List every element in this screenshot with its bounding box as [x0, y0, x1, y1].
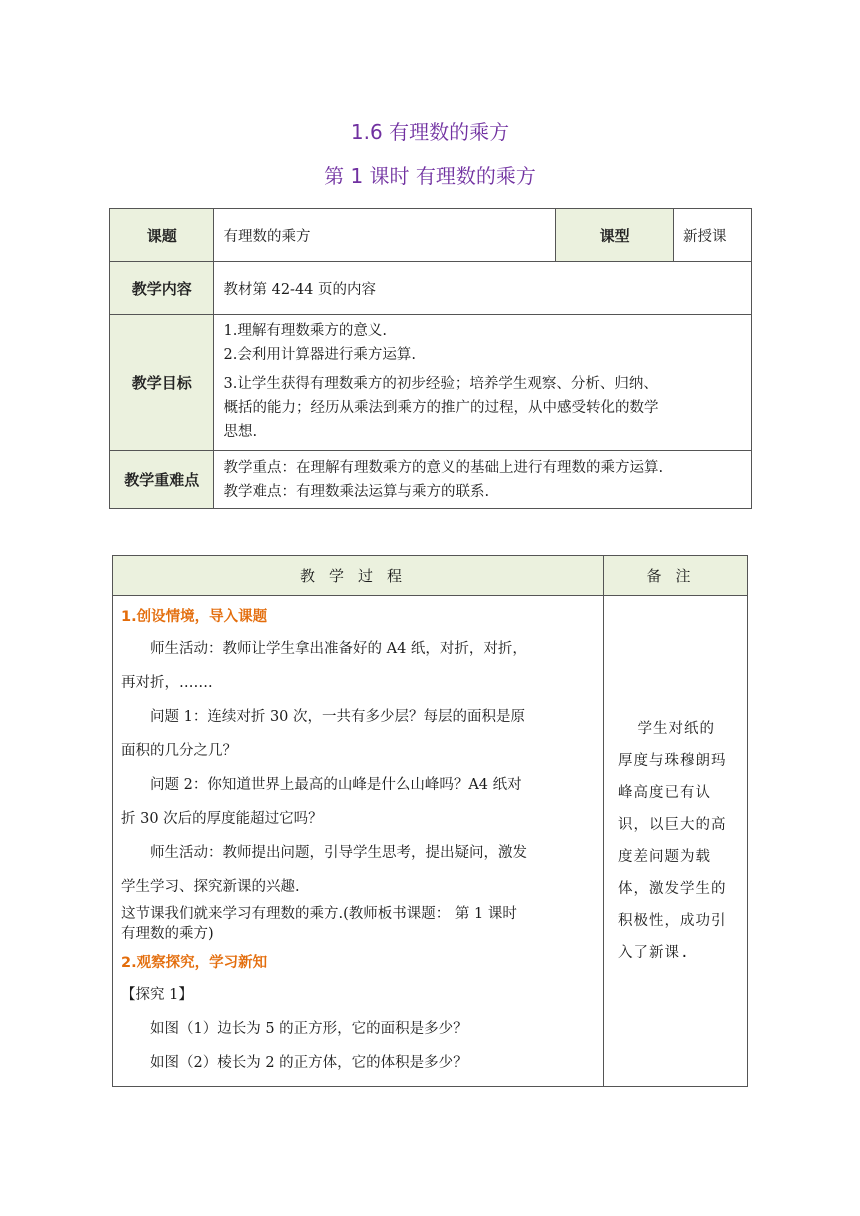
- lesson-type-label: 课型: [556, 209, 674, 262]
- goal-line: 思想.: [223, 424, 258, 440]
- key-point-line: 教学难点：有理数乘法运算与乘方的联系.: [223, 483, 490, 500]
- goals-label: 教学目标: [110, 315, 214, 451]
- note-line: 度差问题为载: [618, 849, 712, 865]
- notes-cell: [604, 596, 748, 1087]
- note-line: 学生对纸的: [618, 721, 716, 737]
- content-value: 教材第 42-44 页的内容: [214, 262, 752, 315]
- key-points-label: 教学重难点: [110, 451, 214, 509]
- topic-label: 课题: [110, 209, 214, 262]
- teaching-process-table: [112, 555, 748, 1087]
- paragraph: 学生学习、探究新课的兴趣.: [121, 879, 300, 895]
- lesson-title: 1.6 有理数的乘方: [350, 120, 510, 144]
- paragraph: 再对折，…….: [121, 675, 213, 691]
- process-column-header: 教学过程: [113, 556, 604, 596]
- topic-value: 有理数的乘方: [214, 209, 556, 262]
- paragraph: 这节课我们就来学习有理数的乘方.(教师板书课题： 第 1 课时: [121, 906, 517, 922]
- notes-column-header: 备注: [604, 556, 748, 596]
- note-line: 峰高度已有认: [618, 785, 712, 801]
- paragraph: 折 30 次后的厚度能超过它吗？: [121, 811, 323, 827]
- goals-cell: [214, 315, 752, 451]
- paragraph: 问题 1：连续对折 30 次，一共有多少层？每层的面积是原: [150, 709, 526, 725]
- lesson-type-value: 新授课: [674, 209, 752, 262]
- section-heading: 2.观察探究，学习新知: [121, 955, 268, 971]
- content-label: 教学内容: [110, 262, 214, 315]
- paragraph: 师生活动：教师让学生拿出准备好的 A4 纸，对折，对折，: [150, 641, 527, 657]
- paragraph: 问题 2：你知道世界上最高的山峰是什么山峰吗？A4 纸对: [150, 777, 522, 793]
- key-point-line: 教学重点：在理解有理数乘方的意义的基础上进行有理数的乘方运算.: [223, 459, 664, 476]
- paragraph: 有理数的乘方): [121, 926, 214, 942]
- goal-line: 概括的能力；经历从乘法到乘方的推广的过程，从中感受转化的数学: [223, 400, 659, 416]
- note-line: 体，激发学生的: [618, 881, 727, 897]
- note-line: 积极性，成功引: [618, 913, 727, 929]
- key-points-cell: [214, 451, 752, 509]
- process-content: [113, 596, 604, 1087]
- goal-line: 3.让学生获得有理数乘方的初步经验；培养学生观察、分析、归纳、: [223, 376, 658, 392]
- section-heading: 1.创设情境，导入课题: [121, 609, 268, 625]
- lesson-subtitle: 第 1 课时 有理数的乘方: [324, 164, 536, 188]
- goal-line: 2.会利用计算器进行乘方运算.: [223, 347, 416, 363]
- note-line: 入了新课.: [618, 945, 690, 961]
- goal-line: 1.理解有理数乘方的意义.: [223, 323, 387, 339]
- explore-label: 【探究 1】: [121, 987, 193, 1003]
- note-line: 识，以巨大的高: [618, 817, 727, 833]
- question: 如图（1）边长为 5 的正方形，它的面积是多少？: [150, 1021, 468, 1037]
- paragraph: 师生活动：教师提出问题，引导学生思考，提出疑问，激发: [150, 845, 527, 861]
- note-line: 厚度与珠穆朗玛: [618, 753, 727, 769]
- paragraph: 面积的几分之几？: [121, 743, 237, 759]
- question: 如图（2）棱长为 2 的正方体，它的体积是多少？: [150, 1055, 468, 1071]
- lesson-info-table: [109, 208, 752, 509]
